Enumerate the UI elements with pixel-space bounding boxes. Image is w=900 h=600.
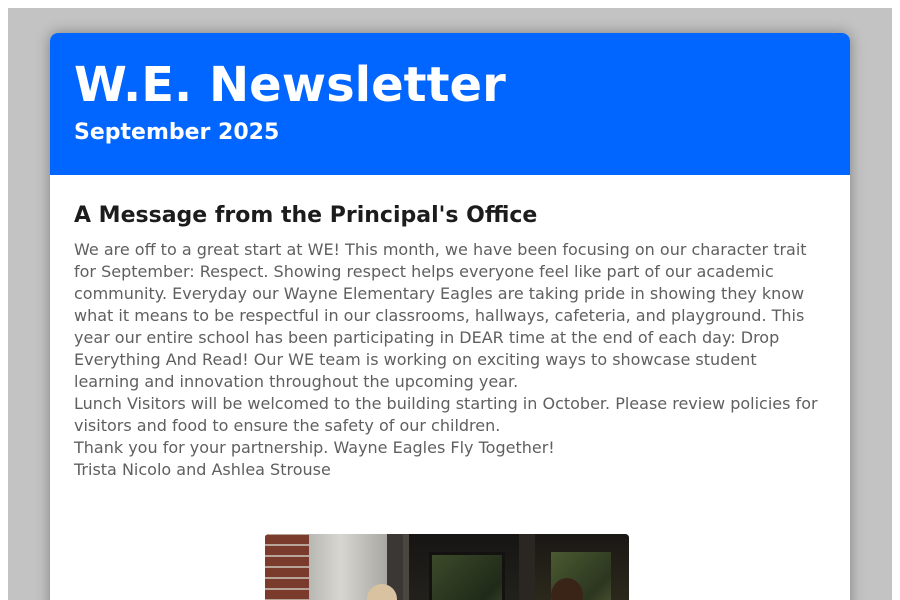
section-heading: A Message from the Principal's Office: [74, 203, 538, 228]
photo-window-left: [429, 552, 505, 600]
school-entrance-photo: [265, 534, 629, 600]
thanks-paragraph: Thank you for your partnership. Wayne Eagles Fly Together!: [74, 438, 555, 457]
newsletter-header: [50, 33, 850, 175]
newsletter-title: W.E. Newsletter: [74, 57, 506, 113]
message-paragraph: We are off to a great start at WE! This month, we have been focusing on our character trait for September: Respect. Showing respect helps everyone feel like part of our academic community. Everyday our Wayne Elementary Eagles are taking pride in showing they know what it means to be respectful in our classrooms, hallways, cafeteria, and playground. This year our entire school has been participating in DEAR time at the end of each day: Drop Everything And Read! Our WE team is working on exciting ways to showcase student learning and innovation throughout the upcoming year.: [74, 240, 807, 391]
visitors-paragraph: Lunch Visitors will be welcomed to the building starting in October. Please review policies for visitors and food to ensure the safety of our children.: [74, 394, 818, 435]
newsletter-date: September 2025: [74, 120, 280, 145]
newsletter-card: [50, 33, 850, 600]
photo-brick-wall: [265, 534, 309, 600]
page-backdrop: [8, 8, 892, 600]
newsletter-content: [50, 175, 850, 481]
signature-line: Trista Nicolo and Ashlea Strouse: [74, 460, 331, 479]
